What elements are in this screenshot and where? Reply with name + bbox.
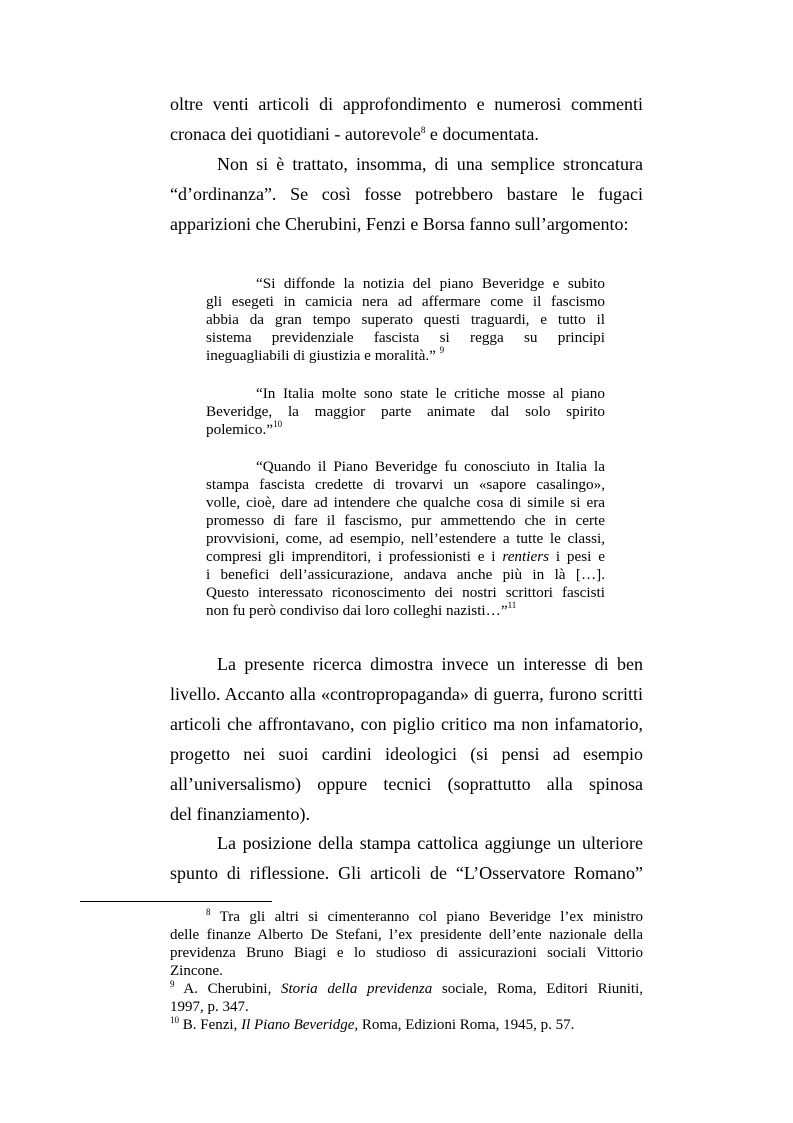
quote-line: gli esegeti in camicia nera ad affermare come il fascismo: [206, 293, 605, 310]
footnote-ref-11: 11: [507, 600, 517, 610]
text-line: livello. Accanto alla «contropropaganda» di guerra, furono scritti: [170, 684, 643, 704]
text-run: ineguagliabili di giustizia e moralità.”: [206, 347, 440, 364]
quote-line: i benefici dell’assicurazione, andava anche più in là […].: [206, 566, 605, 583]
quote-line: [206, 602, 605, 620]
text-run: A. Cherubini,: [174, 981, 281, 997]
footnotes: [170, 908, 643, 1034]
quote-line: stampa fascista credette di trovarvi un «sapore casalingo»,: [206, 476, 605, 493]
block-quote-2: [206, 385, 605, 439]
text-run: Tra gli altri si cimenteranno col piano Beveridge l’ex ministro: [210, 909, 643, 925]
quote-line: [206, 548, 605, 566]
footnote-ref-9: 9: [439, 345, 445, 355]
text-line: all’universalismo) oppure tecnici (soprattutto alla spinosa: [170, 774, 643, 794]
quote-line: “Si diffonde la notizia del piano Beveridge e subito: [256, 275, 605, 292]
text-line: [170, 119, 643, 149]
footnote-line: 1997, p. 347.: [170, 999, 249, 1015]
quote-line: promesso di fare il fascismo, pur ammettendo che in certe: [206, 512, 605, 529]
text-run: sociale, Roma, Editori Riuniti,: [432, 981, 643, 997]
quote-line: Questo interessato riconoscimento dei nostri scrittori fascisti: [206, 584, 605, 601]
text-line: “d’ordinanza”. Se così fosse potrebbero bastare le fugaci: [170, 184, 643, 204]
footnote-line: [170, 1016, 643, 1034]
quote-line: Beveridge, la maggior parte animate dal solo spirito: [206, 403, 605, 420]
quote-line: sistema previdenziale fascista si regga su principi: [206, 329, 605, 346]
footnote-line: Zincone.: [170, 963, 223, 979]
text-run: non fu però condiviso dai loro colleghi nazisti…”: [206, 602, 508, 619]
italic-run: Il Piano Beveridge: [241, 1017, 355, 1033]
text-run: i pesi e: [549, 548, 605, 565]
footnote-ref-8: 8: [420, 125, 426, 135]
text-line: progetto nei suoi cardini ideologici (si pensi ad esempio: [170, 744, 643, 764]
footnote-line: [170, 980, 643, 998]
text-run: polemico.”: [206, 421, 274, 438]
paragraph-2: [170, 149, 643, 239]
footnote-ref-10: 10: [273, 419, 283, 429]
quote-line: abbia da gran tempo superato questi traguardi, e tutto il: [206, 311, 605, 328]
text-line: apparizioni che Cherubini, Fenzi e Borsa fanno sull’argomento:: [170, 214, 629, 234]
text-line: oltre venti articoli di approfondimento e numerosi commenti: [170, 94, 643, 114]
footnote-number: 9: [170, 980, 175, 989]
footnote-line: [170, 908, 643, 926]
footnote-number: 8: [206, 908, 211, 917]
quote-line: “In Italia molte sono state le critiche mosse al piano: [256, 385, 605, 402]
text-line: del finanziamento).: [170, 804, 310, 824]
footnote-10: [170, 1016, 643, 1034]
quote-line: volle, cioè, dare ad intendere che qualche cosa di simile si era: [206, 494, 605, 511]
footnote-line: previdenza Bruno Biagi e lo studioso di assicurazioni sociali Vittorio: [170, 945, 643, 961]
quote-line: “Quando il Piano Beveridge fu conosciuto in Italia la: [256, 458, 605, 475]
paragraph-1: [170, 89, 643, 149]
paragraph-4: [170, 828, 643, 888]
text-run: B. Fenzi,: [179, 1017, 242, 1033]
quote-line: [206, 347, 605, 365]
block-quote-3: [206, 458, 605, 620]
block-quote-1: [206, 275, 605, 365]
footnote-line: delle finanze Alberto De Stefani, l’ex presidente dell’ente nazionale della: [170, 927, 643, 943]
text-line: La posizione della stampa cattolica aggiunge un ulteriore: [217, 833, 643, 853]
text-line: La presente ricerca dimostra invece un interesse di ben: [217, 654, 643, 674]
paragraph-3: [170, 649, 643, 829]
italic-run: Storia della previdenza: [281, 981, 433, 997]
quote-line: [206, 421, 605, 439]
text-run: e documentata.: [425, 124, 539, 144]
quote-line: provvisioni, come, ad esempio, nell’estendere a tutte le classi,: [206, 530, 605, 547]
text-line: spunto di riflessione. Gli articoli de “L’Osservatore Romano”: [170, 863, 643, 883]
text-run: compresi gli imprenditori, i professionisti e i: [206, 548, 503, 565]
text-line: articoli che affrontavano, con piglio critico ma non infamatorio,: [170, 714, 643, 734]
footnote-9: [170, 980, 643, 1016]
text-run: , Roma, Edizioni Roma, 1945, p. 57.: [354, 1017, 575, 1033]
italic-run: rentiers: [502, 548, 550, 565]
footnote-8: [170, 908, 643, 980]
text-line: Non si è trattato, insomma, di una semplice stroncatura: [217, 154, 643, 174]
footnote-number: 10: [170, 1015, 179, 1025]
text-run: cronaca dei quotidiani - autorevole: [170, 124, 421, 144]
footnote-separator: [80, 901, 272, 902]
